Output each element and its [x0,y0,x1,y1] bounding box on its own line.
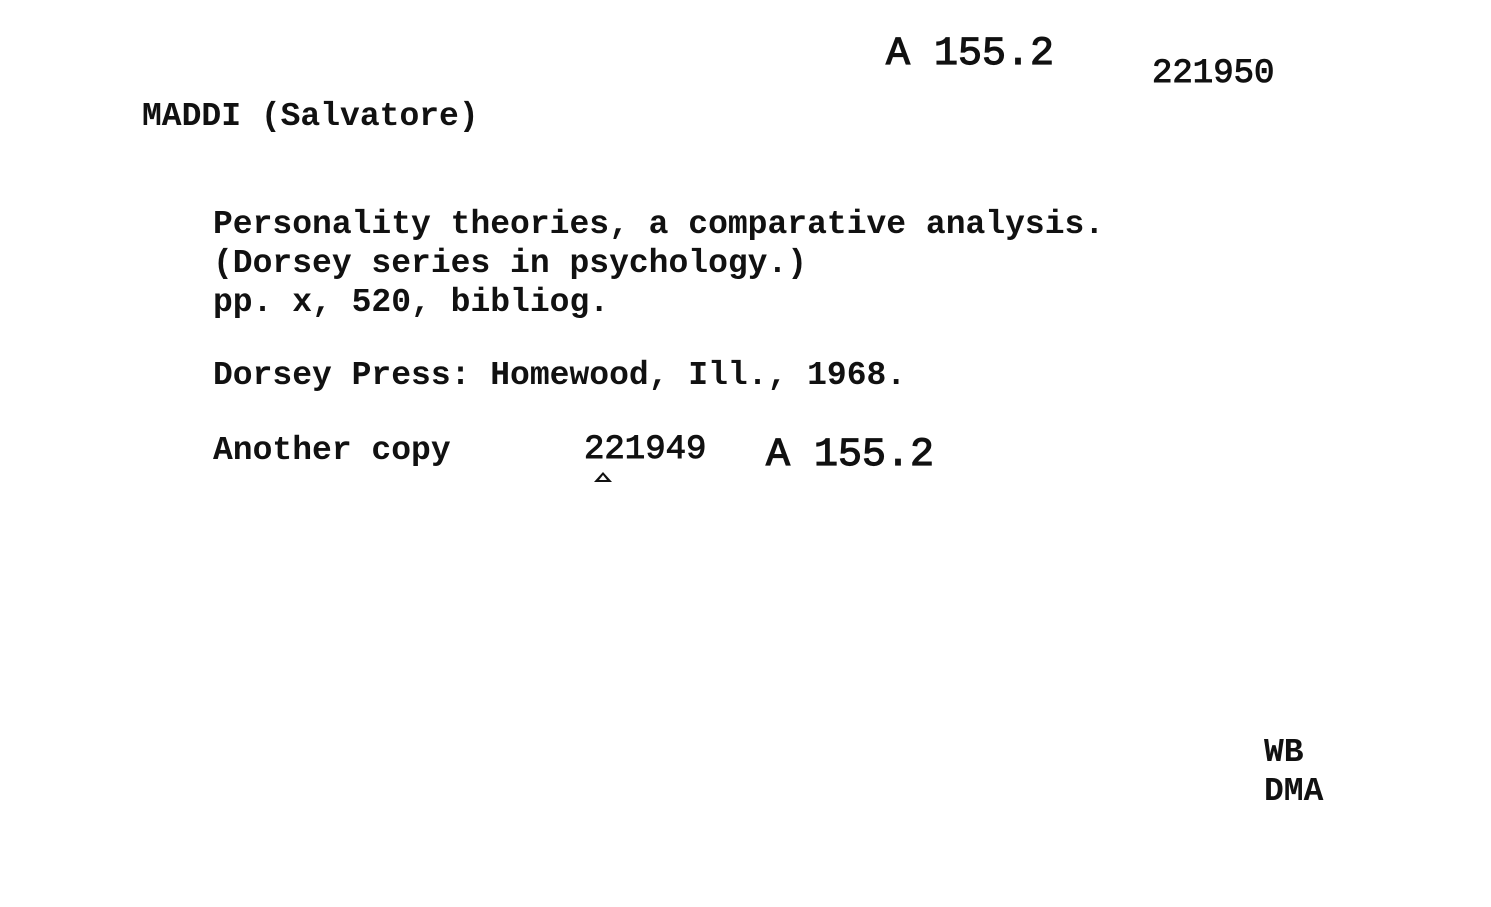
accession-number: 221950 [1152,55,1275,93]
caret-mark-icon [594,472,612,482]
location-code-wb: WB [1264,734,1304,771]
location-code-dma: DMA [1264,773,1324,810]
call-number: A 155.2 [886,32,1055,77]
author-heading: MADDI (Salvatore) [142,98,479,135]
another-copy-call-number: A 155.2 [766,433,935,478]
collation-line: pp. x, 520, bibliog. [213,284,610,321]
title-line: Personality theories, a comparative analysis. [213,206,1105,243]
another-copy-label: Another copy [213,432,451,469]
imprint-line: Dorsey Press: Homewood, Ill., 1968. [213,357,907,394]
another-copy-accession-number: 221949 [584,431,707,469]
series-line: (Dorsey series in psychology.) [213,245,808,282]
